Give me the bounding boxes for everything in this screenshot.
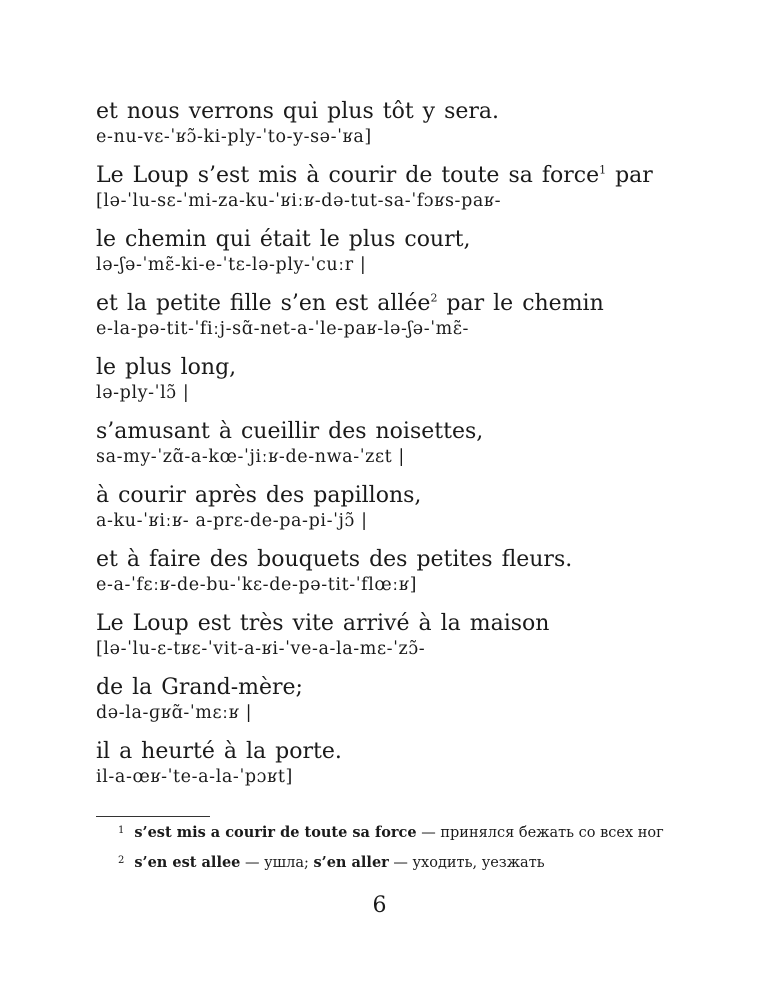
french-line: et nous verrons qui plus tôt y sera.: [96, 99, 500, 124]
french-line: s’amusant à cueillir des noisettes,: [96, 419, 484, 444]
line-pair: [96, 737, 696, 788]
line-pair: [96, 545, 696, 596]
footnote-term: s’en aller: [313, 854, 389, 871]
line-pair: [96, 225, 696, 276]
footnote-translation: — ушла;: [240, 855, 314, 871]
footnote-term: s’en est allee: [134, 854, 241, 871]
ipa-line: lə-ʃə-ˈmɛ̃-ki-e-ˈtɛ-lə-ply-ˈcuːr |: [96, 255, 367, 275]
footnote-term: s’est mis a courir de toute sa force: [134, 824, 417, 841]
footnote-number: 1: [118, 825, 125, 836]
footnote-1: [118, 822, 664, 842]
ipa-line: də-la-ɡʁɑ̃-ˈmɛːʁ |: [96, 703, 253, 723]
ipa-line: sa-my-ˈzɑ̃-a-kœ-ˈjiːʁ-de-nwa-ˈzɛt |: [96, 447, 405, 467]
line-pair: [96, 609, 696, 660]
footnote-divider: [96, 816, 210, 817]
ipa-line: e-la-pə-tit-ˈfiːj-sɑ̃-net-a-ˈle-paʁ-lə-ʃə-ˈmɛ̃-: [96, 319, 470, 339]
footnote-number: 2: [118, 855, 125, 866]
french-line: et à faire des bouquets des petites fleurs.: [96, 547, 573, 572]
line-pair: [96, 481, 696, 532]
french-line: à courir après des papillons,: [96, 483, 422, 508]
french-line: de la Grand-mère;: [96, 675, 303, 700]
footnote-ref[interactable]: 1: [599, 163, 607, 177]
french-line: il a heurté à la porte.: [96, 739, 342, 764]
footnote-2: [118, 852, 545, 872]
ipa-line: il-a-œʁ-ˈte-a-la-ˈpɔʁt]: [96, 767, 293, 787]
footnote-translation: — уходить, уезжать: [388, 855, 545, 871]
line-pair: [96, 97, 696, 148]
french-line: Le Loup est très vite arrivé à la maison: [96, 611, 550, 636]
ipa-line: a-ku-ˈʁiːʁ- a-prɛ-de-pa-pi-ˈjɔ̃ |: [96, 511, 368, 531]
page-number: 6: [372, 893, 387, 918]
french-line: le chemin qui était le plus court,: [96, 227, 471, 252]
ipa-line: e-a-ˈfɛːʁ-de-bu-ˈkɛ-de-pə-tit-ˈflœːʁ]: [96, 575, 417, 595]
line-pair: [96, 417, 696, 468]
footnote-translation: — принялся бежать со всех ног: [416, 825, 664, 841]
line-pair: [96, 673, 696, 724]
french-line: Le Loup s’est mis à courir de toute sa force$^1$ par: [96, 163, 653, 188]
ipa-line: [lə-ˈlu-ɛ-tʁɛ-ˈvit-a-ʁi-ˈve-a-la-mɛ-ˈzɔ̃-: [96, 639, 426, 659]
line-pair: [96, 161, 696, 212]
line-pair: [96, 289, 696, 340]
reading-text: [96, 97, 696, 801]
ipa-line: lə-ply-ˈlɔ̃ |: [96, 383, 190, 403]
line-pair: [96, 353, 696, 404]
french-line: et la petite fille s’en est allée$^2$ par le chemin: [96, 291, 604, 316]
ipa-line: [lə-ˈlu-sɛ-ˈmi-za-ku-ˈʁiːʁ-də-tut-sa-ˈfɔʁs-paʁ-: [96, 191, 502, 211]
footnote-ref[interactable]: 2: [430, 291, 438, 305]
french-line: le plus long,: [96, 355, 237, 380]
ipa-line: e-nu-vɛ-ˈʁɔ̃-ki-ply-ˈto-y-sə-ˈʁa]: [96, 127, 372, 147]
